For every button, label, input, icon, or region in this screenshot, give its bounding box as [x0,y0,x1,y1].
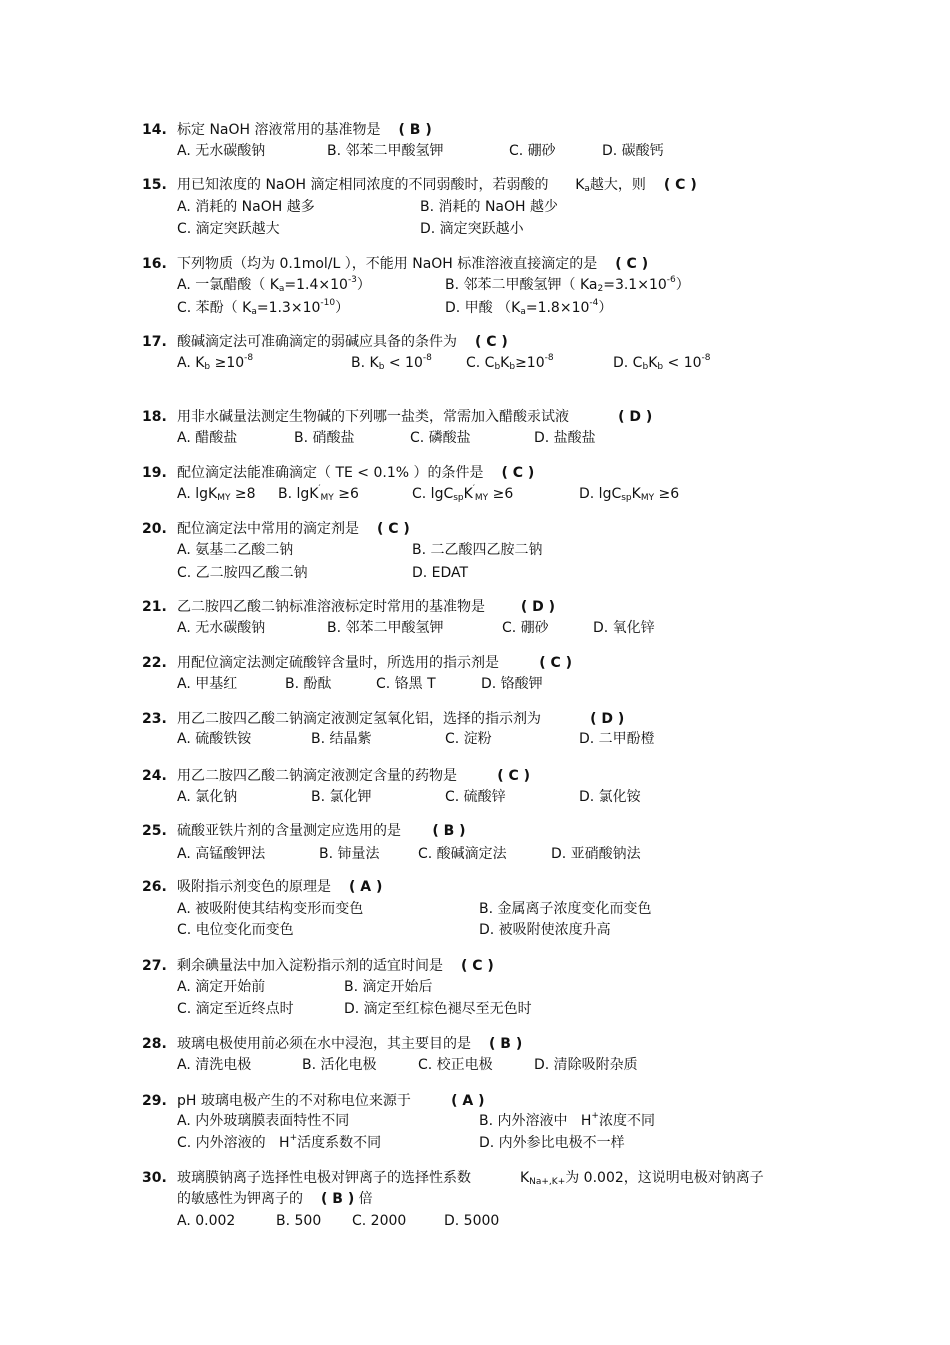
option-c: C. 滴定突跃越大 [177,221,280,237]
option-a: A. lgK$_{MY}$ ≥8 [177,486,256,503]
question-number: 29. [142,1093,167,1109]
option-c: C. 滴定至近终点时 [177,1001,294,1017]
answer: ( C ) [377,521,410,537]
question-number: 14. [142,122,167,138]
option-c: C. 校正电极 [418,1057,493,1073]
question-stem: 用已知浓度的 NaOH 滴定相同浓度的不同弱酸时，若弱酸的 $K_a$越大，则 ( C ) [177,177,697,194]
option-b: B. lgK′$_{MY}$ ≥6 [278,484,359,503]
option-a: A. 0.002 [177,1213,236,1229]
options-row [177,844,817,864]
question-number: 17. [142,334,167,350]
option-c: C. 硫酸锌 [445,789,506,805]
options-row [177,298,817,318]
question-stem: 用非水碱量法测定生物碱的下列哪一盐类，常需加入醋酸汞试液 ( D ) [177,409,653,425]
question-number: 18. [142,409,167,425]
option-b: B. 内外溶液中 H+浓度不同 [479,1111,655,1129]
question-stem: 用配位滴定法测定硫酸锌含量时，所选用的指示剂是 ( C ) [177,655,573,671]
answer: ( C ) [497,768,531,784]
option-d: D. 被吸附使浓度升高 [479,922,611,938]
options-row [177,141,817,161]
option-d: D. 氯化铵 [579,789,641,805]
option-c: C. $\lg C_{sp}K'_{MY} \ge 6$ [412,484,514,503]
question-stem: 酸碱滴定法可准确滴定的弱碱应具备的条件为 ( C ) [177,334,508,350]
question-number: 19. [142,465,167,481]
option-b: B. 500 [276,1213,322,1229]
option-c: C. 苯酚（ $K_a=1.3\times 10^{-10}$） [177,298,350,317]
question-number: 27. [142,958,167,974]
option-d: D. 盐酸盐 [534,430,596,446]
options-row [177,1111,817,1131]
option-b: B. 金属离子浓度变化而变色 [479,901,652,917]
option-b: B. $K_b < 10^{-8}$ [351,353,432,372]
option-a: A. 滴定开始前 [177,979,266,995]
option-c: C. 乙二胺四乙酸二钠 [177,565,308,581]
option-d: D. 甲酸 $(K_a=1.8\times 10^{-4})$ [445,298,613,317]
answer: ( C ) [461,958,494,974]
option-d: D. 滴定突跃越小 [420,221,524,237]
question-stem: 乙二胺四乙酸二钠标准溶液标定时常用的基准物是 ( D ) [177,599,555,615]
answer: ( A ) [349,879,383,895]
option-c: C. 酸碱滴定法 [418,846,507,862]
question-number: 24. [142,768,167,784]
option-b: B. 结晶紫 [311,731,372,747]
option-c: C. 硼砂 [502,620,549,636]
question-stem: 标定 NaOH 溶液常用的基准物是 ( B ) [177,122,432,138]
option-a: A. 氯化钠 [177,789,238,805]
option-a: A. 硫酸铁铵 [177,731,252,747]
question-stem: 玻璃电极使用前必须在水中浸泡，其主要目的是 ( B ) [177,1036,523,1052]
question-stem: 硫酸亚铁片剂的含量测定应选用的是 ( B ) [177,823,466,839]
option-a: A. 被吸附使其结构变形而变色 [177,901,364,917]
option-c: C. 2000 [352,1213,407,1229]
option-b: B. 邻苯二甲酸氢钾（ $Ka_2=3.1\times 10^{-6}$） [445,275,690,294]
question-number: 23. [142,711,167,727]
option-c: C. 磷酸盐 [410,430,471,446]
option-a: A. 氨基二乙酸二钠 [177,542,294,558]
question-stem: 用乙二胺四乙酸二钠滴定液测定氢氧化铝，选择的指示剂为 ( D ) [177,711,625,727]
option-d: D. 氧化锌 [593,620,655,636]
options-row [177,563,817,583]
question-stem: 吸附指示剂变色的原理是 ( A ) [177,879,383,895]
options-row [177,618,817,638]
option-d: D. EDAT [412,565,469,581]
option-a: A. 清洗电极 [177,1057,252,1073]
option-d: D. 铬酸钾 [481,676,543,692]
option-a: A. 醋酸盐 [177,430,238,446]
answer: ( C ) [663,177,697,193]
option-d: D. 滴定至红棕色褪尽至无色时 [344,1001,532,1017]
question-number: 30. [142,1170,167,1186]
option-d: D. 清除吸附杂质 [534,1057,638,1073]
question-number: 26. [142,879,167,895]
options-row [177,428,817,448]
question-stem: 用乙二胺四乙酸二钠滴定液测定含量的药物是 ( C ) [177,768,531,784]
question-stem: 配位滴定法能准确滴定（ TE < 0.1% ）的条件是 ( C ) [177,465,535,481]
answer: ( B ) [321,1191,355,1207]
option-d: D. $\lg C_{sp}K_{MY} \ge 6$ [579,486,680,503]
question-stem: 剩余碘量法中加入淀粉指示剂的适宜时间是 ( C ) [177,958,494,974]
question-stem: pH 玻璃电极产生的不对称电位来源于 ( A ) [177,1093,485,1109]
option-a: A. 无水碳酸钠 [177,143,266,159]
option-c: C. 内外溶液的 H+活度系数不同 [177,1133,382,1151]
question-number: 16. [142,256,167,272]
question-stem: 下列物质（均为 0.1mol/L ），不能用 NaOH 标准溶液直接滴定的是 ( C ) [177,256,649,272]
options-row [177,977,817,997]
option-a: A. 无水碳酸钠 [177,620,266,636]
option-c: C. 硼砂 [509,143,556,159]
option-b: B. 硝酸盐 [294,430,355,446]
option-c: C. $C_bK_b\ge 10^{-8}$ [466,353,554,372]
option-c: C. 电位变化而变色 [177,922,294,938]
option-a: A. 消耗的 NaOH 越多 [177,199,315,215]
options-row [177,484,817,504]
question-stem: 配位滴定法中常用的滴定剂是 ( C ) [177,521,410,537]
option-d: D. 二甲酚橙 [579,731,655,747]
options-row [177,353,817,373]
option-a: A. $K_b \ge 10^{-8}$ [177,353,254,372]
answer: ( B ) [489,1036,523,1052]
options-row [177,920,817,940]
answer: ( D ) [618,409,653,425]
answer: ( B ) [432,823,466,839]
question-stem: 玻璃膜钠离子选择性电极对钾离子的选择性系数 $K_{Na+,K+}$为 0.002，这说明电极对钠离子 [177,1170,764,1187]
options-row [177,1055,817,1075]
answer: ( C ) [615,256,649,272]
question-stem-line2: 的敏感性为钾离子的 ( B ) 倍 [177,1191,373,1207]
answer: ( C ) [539,655,573,671]
answer: ( A ) [451,1093,485,1109]
options-row [177,729,817,749]
options-row [177,197,817,217]
options-row [177,1211,817,1231]
options-row [177,999,817,1019]
option-a: A. 高锰酸钾法 [177,846,266,862]
question-number: 20. [142,521,167,537]
options-row [177,219,817,239]
question-number: 25. [142,823,167,839]
option-d: D. 5000 [444,1213,500,1229]
options-row [177,1133,817,1153]
answer: ( D ) [590,711,625,727]
question-number: 21. [142,599,167,615]
option-b: B. 酚酞 [285,676,332,692]
option-c: C. 淀粉 [445,731,492,747]
option-b: B. 铈量法 [319,846,380,862]
option-a: A. 一氯醋酸（ $K_a=1.4\times 10^{-3}$） [177,275,371,294]
question-number: 15. [142,177,167,193]
answer: ( D ) [520,599,555,615]
option-c: C. 铬黑 T [376,676,436,692]
option-b: B. 氯化钾 [311,789,372,805]
option-a: A. 甲基红 [177,676,238,692]
option-b: B. 活化电极 [302,1057,377,1073]
answer: ( C ) [501,465,535,481]
option-d: D. 碳酸钙 [602,143,664,159]
option-b: B. 滴定开始后 [344,979,433,995]
option-b: B. 邻苯二甲酸氢钾 [327,620,444,636]
options-row [177,674,817,694]
option-d: D. $C_bK_b < 10^{-8}$ [613,353,711,372]
options-row [177,275,817,295]
option-d: D. 亚硝酸钠法 [551,846,641,862]
option-b: B. 消耗的 NaOH 越少 [420,199,559,215]
answer: ( C ) [475,334,508,350]
answer: ( B ) [398,122,432,138]
question-number: 22. [142,655,167,671]
option-d: D. 内外参比电极不一样 [479,1135,625,1151]
options-row [177,787,817,807]
question-number: 28. [142,1036,167,1052]
options-row [177,540,817,560]
option-b: B. 二乙酸四乙胺二钠 [412,542,543,558]
option-a: A. 内外玻璃膜表面特性不同 [177,1113,350,1129]
option-b: B. 邻苯二甲酸氢钾 [327,143,444,159]
options-row [177,899,817,919]
